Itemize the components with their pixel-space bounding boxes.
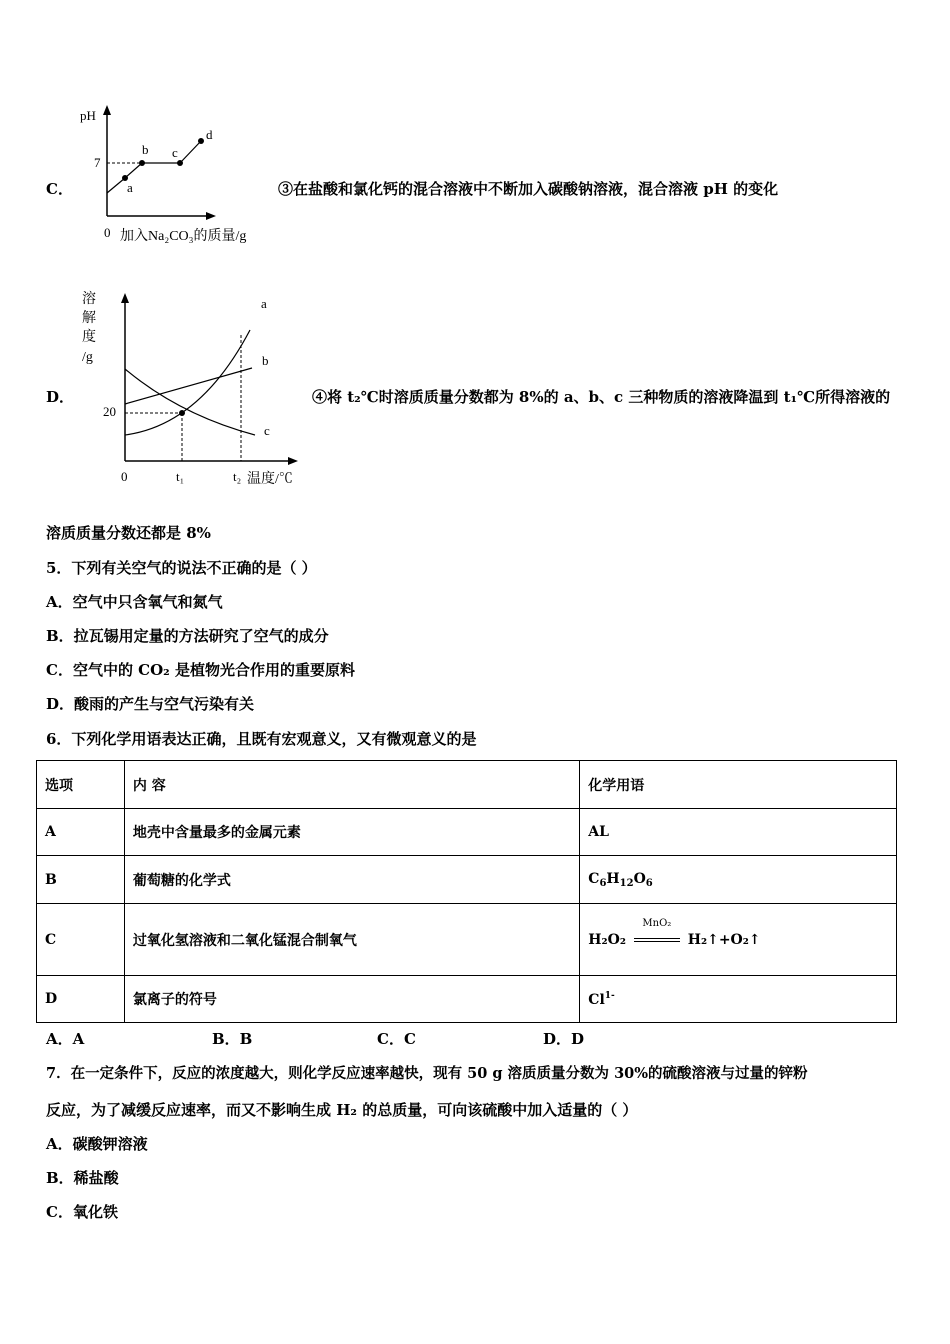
q7-stem-cont: 反应，为了减缓反应速率，而又不影响生成 H₂ 的总质量，可向该硫酸中加入适量的（ ） — [46, 1101, 638, 1119]
q7-option-b: B．稀盐酸 — [46, 1169, 119, 1187]
glucose-c-count: 6 — [599, 877, 607, 889]
solubility-graph — [70, 285, 310, 490]
table-row — [37, 856, 897, 904]
ph-tick-7: 7 — [94, 155, 101, 170]
solubility-axis-char-1: 溶 — [82, 292, 96, 307]
catalyst-label: MnO₂ — [642, 917, 672, 929]
solubility-axis-char-2: 解 — [82, 311, 96, 326]
table-header-row — [37, 761, 897, 809]
q5-option-b: B．拉瓦锡用定量的方法研究了空气的成分 — [46, 627, 329, 645]
row-a-content: 地壳中含量最多的金属元素 — [124, 809, 579, 856]
q7-option-a: A．碳酸钾溶液 — [46, 1135, 148, 1153]
q5-option-c: C．空气中的 CO₂ 是植物光合作用的重要原料 — [46, 661, 355, 679]
reaction-arrow — [634, 917, 680, 949]
option-d-statement-cont: 溶质质量分数还都是 8% — [46, 524, 211, 542]
header-content: 内 容 — [124, 761, 579, 809]
row-d-term — [580, 976, 897, 1023]
q5-option-d: D．酸雨的产生与空气污染有关 — [46, 695, 255, 713]
solubility-axis-char-3: 度 — [82, 330, 96, 345]
row-a-option: A — [37, 809, 125, 856]
option-c-label: C． — [46, 180, 73, 198]
q6-table — [36, 760, 897, 1023]
chloride-symbol: Cl — [588, 991, 605, 1008]
header-term: 化学用语 — [580, 761, 897, 809]
ph-point-c: c — [172, 145, 178, 160]
q5-stem: 5．下列有关空气的说法不正确的是（ ） — [46, 559, 317, 577]
row-c-option: C — [37, 904, 125, 976]
glucose-c: C — [588, 870, 600, 887]
solubility-origin: 0 — [121, 469, 128, 484]
ph-graph — [70, 100, 290, 250]
row-b-term — [580, 856, 897, 904]
solubility-curve-b: b — [262, 353, 269, 368]
row-d-option: D — [37, 976, 125, 1023]
table-row — [37, 809, 897, 856]
table-row — [37, 904, 897, 976]
row-b-content: 葡萄糖的化学式 — [124, 856, 579, 904]
q5-option-a: A．空气中只含氧气和氮气 — [46, 593, 223, 611]
row-c-term — [580, 904, 897, 976]
ph-axis-label: pH — [80, 108, 96, 123]
ph-x-axis-label: 加入Na₂CO₃的质量/g — [120, 229, 247, 244]
solubility-curve-c: c — [264, 423, 270, 438]
ph-point-a: a — [127, 180, 133, 195]
solubility-tick-t2: t₂ — [233, 469, 242, 484]
q7-stem: 7．在一定条件下，反应的浓度越大，则化学反应速率越快，现有 50 g 溶质质量分数为 30%的硫酸溶液与过量的锌粉 — [46, 1065, 808, 1082]
option-d-statement: ④将 t₂℃时溶质质量分数都为 8%的 a、b、c 三种物质的溶液降温到 t₁℃所得溶液的 — [312, 388, 891, 406]
q6-answer-d: D．D — [543, 1030, 585, 1048]
q6-answer-a: A．A — [46, 1030, 85, 1048]
glucose-h: H — [606, 870, 620, 887]
row-c-content: 过氧化氢溶液和二氧化锰混合制氧气 — [124, 904, 579, 976]
ph-point-b: b — [142, 142, 149, 157]
solubility-tick-t1: t₁ — [176, 469, 185, 484]
row-b-option: B — [37, 856, 125, 904]
ph-origin: 0 — [104, 225, 111, 240]
equation-products: H₂↑+O₂↑ — [687, 931, 761, 948]
option-c-statement: ③在盐酸和氯化钙的混合溶液中不断加入碳酸钠溶液，混合溶液 pH 的变化 — [278, 180, 779, 198]
q6-stem: 6．下列化学用语表达正确，且既有宏观意义，又有微观意义的是 — [46, 730, 477, 748]
row-a-term: AL — [580, 809, 897, 856]
solubility-curve-a: a — [261, 296, 267, 311]
row-d-content: 氯离子的符号 — [124, 976, 579, 1023]
q6-answer-b: B．B — [212, 1030, 253, 1048]
q7-option-c: C．氧化铁 — [46, 1203, 118, 1221]
ph-point-d: d — [206, 127, 213, 142]
solubility-axis-char-4: /g — [82, 350, 93, 365]
solubility-tick-20: 20 — [103, 404, 116, 419]
option-d-label: D． — [46, 388, 75, 406]
glucose-o: O — [633, 870, 646, 887]
q6-answer-c: C．C — [377, 1030, 416, 1048]
glucose-h-count: 12 — [619, 877, 634, 889]
header-option: 选项 — [37, 761, 125, 809]
table-row — [37, 976, 897, 1023]
solubility-x-axis-label: 温度/℃ — [247, 472, 293, 487]
glucose-o-count: 6 — [645, 877, 653, 889]
chloride-charge: 1- — [604, 990, 615, 1001]
equation-reactant: H₂O₂ — [588, 931, 626, 948]
